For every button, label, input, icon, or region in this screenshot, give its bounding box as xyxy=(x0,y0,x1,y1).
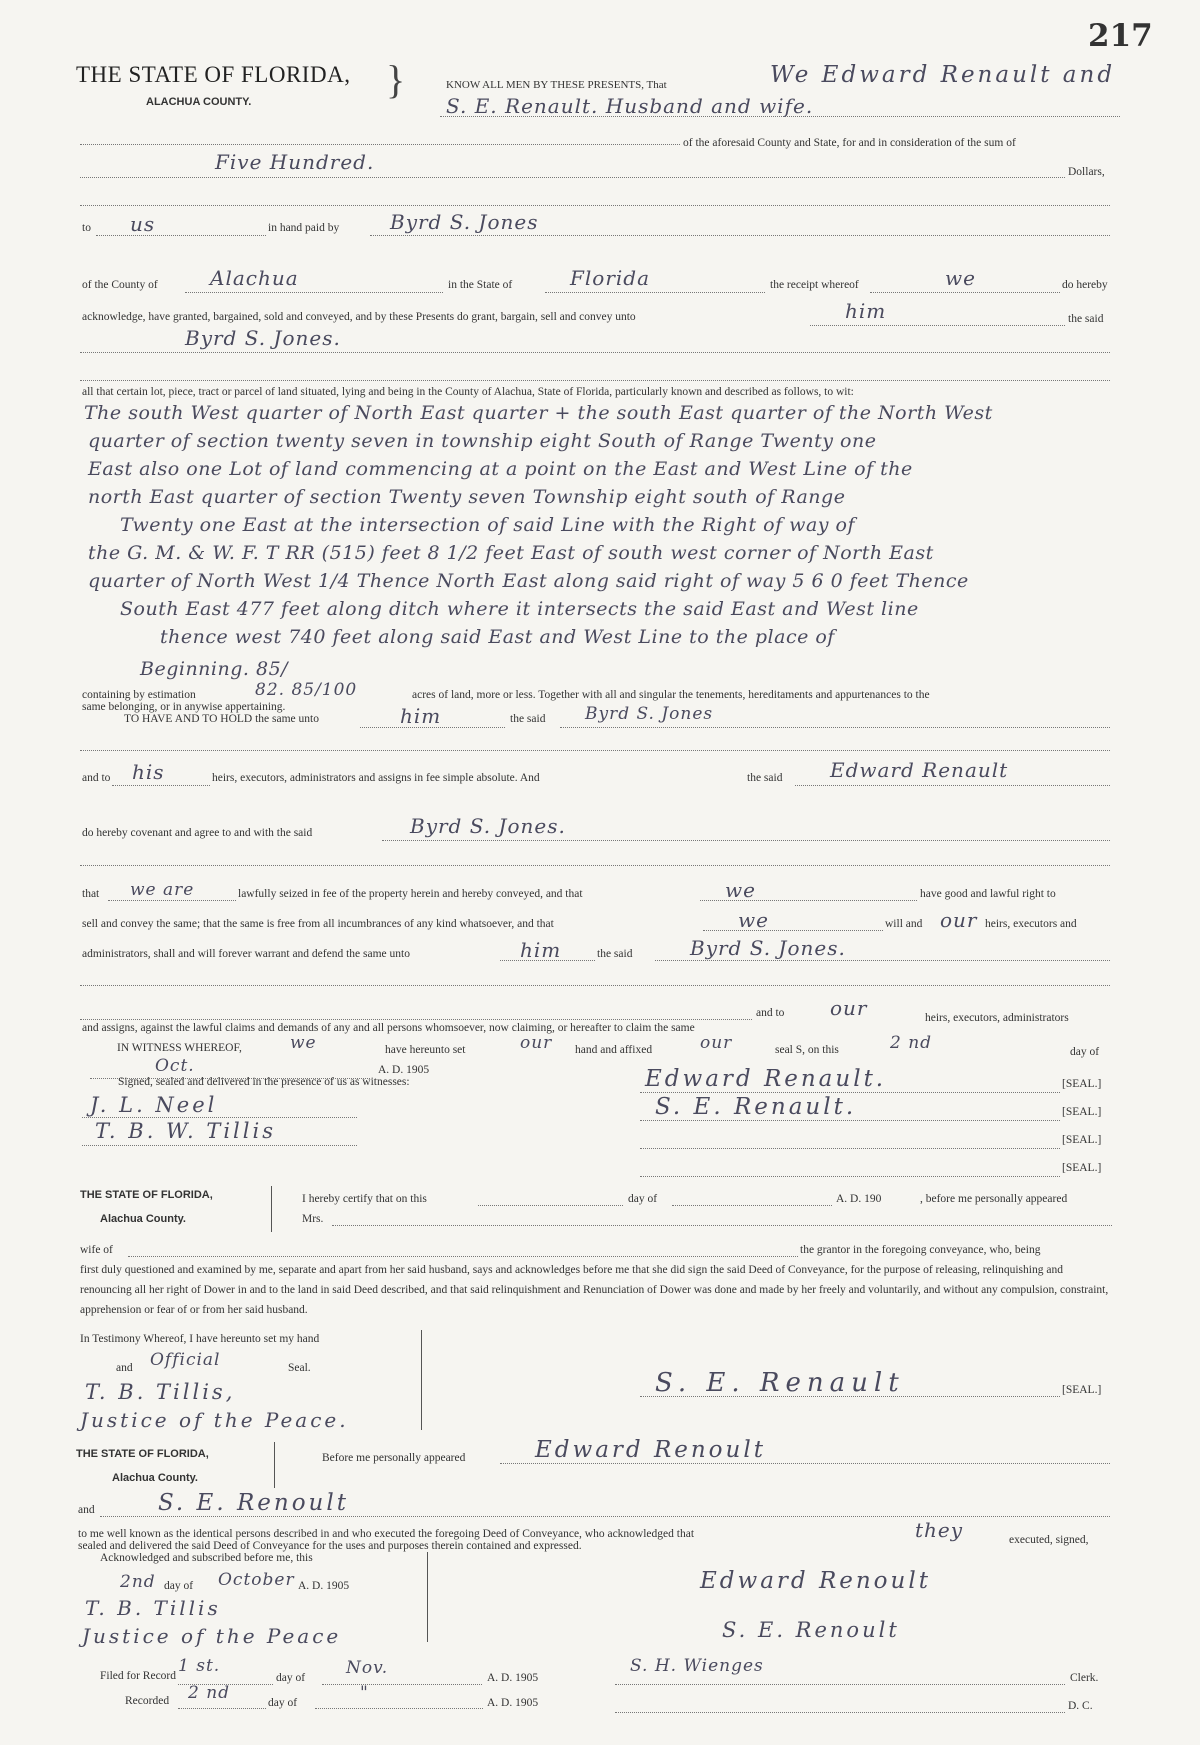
containing-label: containing by estimation xyxy=(82,689,196,701)
filing-day-of: day of xyxy=(276,1672,306,1684)
in-state-label: in the State of xyxy=(448,279,513,291)
and-to-label: and to xyxy=(82,772,111,784)
filing-filed-day: 1 st. xyxy=(178,1656,221,1676)
dotted-rule xyxy=(178,1708,266,1709)
consideration-text: of the aforesaid County and State, for and in consideration of the sum of xyxy=(683,137,1016,149)
heirs-name: Edward Renault xyxy=(830,758,1009,782)
dotted-rule xyxy=(80,144,680,145)
dotted-rule xyxy=(80,985,1110,986)
witness-have-set: have hereunto set xyxy=(385,1044,466,1056)
seized-who2: we xyxy=(725,878,756,902)
ack-name2: S. E. Renoult xyxy=(158,1490,349,1516)
witness-our: our xyxy=(520,1033,553,1053)
dotted-rule xyxy=(703,930,883,931)
dower-official: Official xyxy=(150,1350,221,1370)
dotted-rule xyxy=(640,1092,1060,1093)
description-line: north East quarter of section Twenty seven Township eight south of Range xyxy=(88,486,846,508)
filing-rec-ad: A. D. 1905 xyxy=(487,1697,539,1709)
dower-wife-of: wife of xyxy=(80,1244,113,1256)
habendum-label: TO HAVE AND TO HOLD the same unto xyxy=(124,713,319,725)
witness-day-of: day of xyxy=(1070,1046,1100,1058)
county-value: Alachua xyxy=(210,266,299,290)
dower-seal: [SEAL.] xyxy=(1062,1384,1102,1396)
dotted-rule xyxy=(655,960,1110,961)
heirs-text: heirs, executors, administrators and assigns in fee simple absolute. And xyxy=(212,772,540,784)
dotted-rule xyxy=(810,325,1065,326)
ack-subscribed: Acknowledged and subscribed before me, this xyxy=(100,1552,313,1564)
do-hereby-label: do hereby xyxy=(1062,279,1108,291)
dower-jp-title: Justice of the Peace. xyxy=(80,1408,349,1432)
filing-filed-month: Nov. xyxy=(346,1658,389,1678)
dotted-rule xyxy=(500,960,595,961)
dower-before: , before me personally appeared xyxy=(920,1193,1068,1205)
habendum-unto: him xyxy=(400,704,442,728)
habendum-the-said: the said xyxy=(510,713,546,725)
dotted-rule xyxy=(185,292,443,293)
ack-jp-name: T. B. Tillis xyxy=(85,1596,221,1620)
dotted-rule xyxy=(80,865,1110,866)
dotted-rule xyxy=(478,1205,623,1206)
dotted-rule xyxy=(82,1117,357,1118)
dotted-rule xyxy=(80,352,1110,353)
dower-mrs: Mrs. xyxy=(302,1213,324,1225)
filing-filed: Filed for Record xyxy=(100,1670,177,1682)
sell-who: we xyxy=(738,908,769,932)
in-hand-label: in hand paid by xyxy=(268,222,340,234)
brace-glyph: } xyxy=(386,57,406,102)
dotted-rule xyxy=(360,727,505,728)
dotted-rule xyxy=(322,1684,482,1685)
assigns-heirs: heirs, executors, administrators xyxy=(925,1012,1069,1024)
dower-seal-word: Seal. xyxy=(288,1362,311,1374)
to-value: us xyxy=(130,212,156,236)
ack-jp-title: Justice of the Peace xyxy=(82,1624,342,1648)
description-line: thence west 740 feet along said East and West Line to the place of xyxy=(160,626,835,648)
dotted-rule xyxy=(615,1684,1065,1685)
state-title: THE STATE OF FLORIDA, xyxy=(76,62,351,87)
witness-our2: our xyxy=(700,1033,733,1053)
filing-rec-day: 2 nd xyxy=(188,1683,231,1703)
dotted-rule xyxy=(545,292,765,293)
ack-name1: Edward Renoult xyxy=(535,1437,766,1463)
filing-filed-ad: A. D. 1905 xyxy=(487,1672,539,1684)
dower-body: first duly questioned and examined by me, separate and apart from her said husband, says and acknowledges before me that she did sign the said Deed of Conveyance, for the purpose of releasing, relinquishing and renouncing all her right of Dower in and to the land in said Deed described, and that said relinquishment and Renunciation of Dower was done and made by her freely and voluntarily, and without any compulsion, constraint, apprehension or fear of or from her said husband. xyxy=(80,1264,1109,1316)
acres-value: 82. 85/100 xyxy=(255,680,358,700)
dotted-rule xyxy=(332,1225,1112,1226)
admin-text: administrators, shall and will forever warrant and defend the same unto xyxy=(82,948,410,960)
receipt-who: we xyxy=(945,266,976,290)
description-line: South East 477 feet along ditch where it intersects the said East and West line xyxy=(120,598,919,620)
dotted-rule xyxy=(128,1256,798,1257)
seized-right: have good and lawful right to xyxy=(920,888,1056,900)
dotted-rule xyxy=(500,1463,1110,1464)
grantee-name: Byrd S. Jones. xyxy=(185,326,341,350)
dotted-rule xyxy=(96,235,266,236)
dotted-rule xyxy=(640,1396,1060,1397)
dotted-rule xyxy=(640,1120,1060,1121)
witness-signature: T. B. W. Tillis xyxy=(95,1119,276,1143)
filing-dc: D. C. xyxy=(1068,1700,1093,1712)
witness-month: Oct. xyxy=(155,1056,195,1076)
dotted-rule xyxy=(870,292,1060,293)
dotted-rule xyxy=(80,1019,752,1020)
seal-label: [SEAL.] xyxy=(1062,1078,1102,1090)
seal-label: [SEAL.] xyxy=(1062,1106,1102,1118)
ack-before: Before me personally appeared xyxy=(322,1452,466,1464)
filing-recorded: Recorded xyxy=(125,1695,170,1707)
admin-unto: him xyxy=(520,938,562,962)
dotted-rule xyxy=(640,1148,1060,1149)
brace-line xyxy=(274,1442,275,1488)
ack-state: THE STATE OF FLORIDA, xyxy=(76,1448,209,1460)
ack-sig1: Edward Renoult xyxy=(700,1568,931,1594)
sell-heirs: heirs, executors and xyxy=(985,918,1077,930)
description-line: East also one Lot of land commencing at a point on the East and West Line of the xyxy=(88,458,913,480)
ack-sig2: S. E. Renoult xyxy=(722,1618,900,1642)
witness-hand-and: hand and affixed xyxy=(575,1044,653,1056)
dotted-rule xyxy=(82,1145,357,1146)
dotted-rule xyxy=(315,1708,483,1709)
dotted-rule xyxy=(560,727,1110,728)
description-line: Beginning. 85/ xyxy=(140,658,289,680)
ack-month: October xyxy=(218,1570,295,1590)
grant-text: acknowledge, have granted, bargained, sold and conveyed, and by these Presents do grant, bargain, sell and convey unto xyxy=(82,311,636,323)
dower-and: and xyxy=(116,1362,133,1374)
dotted-rule xyxy=(80,380,1110,381)
dotted-rule xyxy=(795,785,1110,786)
admin-the-said: the said xyxy=(597,948,633,960)
dower-signature: S. E. Renault xyxy=(655,1368,905,1398)
containing-rest2: same belonging, or in anywise appertaining. xyxy=(82,701,286,713)
dotted-rule xyxy=(615,1712,1065,1713)
witness-seal-on: seal S, on this xyxy=(775,1044,839,1056)
receipt-label: the receipt whereof xyxy=(770,279,859,291)
grantor-signature: S. E. Renault. xyxy=(655,1094,857,1120)
dotted-rule xyxy=(80,177,1065,178)
dotted-rule xyxy=(700,900,917,901)
heirs-the-said: the said xyxy=(747,772,783,784)
admin-name: Byrd S. Jones. xyxy=(690,936,846,960)
dotted-rule xyxy=(100,1516,1110,1517)
habendum-name: Byrd S. Jones xyxy=(585,704,714,724)
dotted-rule xyxy=(640,1176,1060,1177)
dotted-rule xyxy=(112,785,210,786)
ack-and: and xyxy=(78,1504,95,1516)
page-number: 217 xyxy=(1088,18,1153,54)
witness-label: IN WITNESS WHEREOF, xyxy=(117,1042,242,1054)
witness-day: 2 nd xyxy=(890,1033,933,1053)
ack-text2: sealed and delivered the said Deed of Conveyance for the uses and purposes therein contained and expressed. xyxy=(78,1540,582,1552)
description-intro: all that certain lot, piece, tract or parcel of land situated, lying and being in the County of Alachua, State of Florida, particularly known and described as follows, to wit: xyxy=(82,386,854,398)
description-line: the G. M. & W. F. T RR (515) feet 8 1/2 feet East of south west corner of North East xyxy=(88,542,934,564)
dower-county: Alachua County. xyxy=(100,1213,186,1225)
brace-line xyxy=(427,1552,428,1642)
dotted-rule xyxy=(80,205,1110,206)
sell-will-and: will and xyxy=(885,918,923,930)
county-title: ALACHUA COUNTY. xyxy=(146,96,252,108)
witness-signature: J. L. Neel xyxy=(90,1093,218,1117)
description-line: The south West quarter of North East quarter + the south East quarter of the North West xyxy=(84,402,993,424)
ack-executed: executed, signed, xyxy=(1009,1534,1089,1546)
filing-rec-day-of: day of xyxy=(268,1697,298,1709)
heirs-whose: his xyxy=(132,760,165,784)
covenant-text: do hereby covenant and agree to and with the said xyxy=(82,827,313,839)
witness-ad: A. D. 1905 xyxy=(378,1064,430,1076)
consideration-amount: Five Hundred. xyxy=(215,150,375,174)
assigns-text: and assigns, against the lawful claims and demands of any and all persons whomsoever, now claiming, or hereafter to claim the same xyxy=(82,1022,695,1034)
grantor-signature: Edward Renault. xyxy=(645,1066,887,1092)
witness-who: we xyxy=(290,1033,317,1053)
grantors-line2: S. E. Renault. Husband and wife. xyxy=(446,94,814,118)
dollars-label: Dollars, xyxy=(1068,166,1105,178)
grant-the-said: the said xyxy=(1068,313,1104,325)
description-line: quarter of section twenty seven in township eight South of Range Twenty one xyxy=(88,430,877,452)
assigns-and-to: and to xyxy=(756,1007,785,1019)
know-all-text: KNOW ALL MEN BY THESE PRESENTS, That xyxy=(446,79,667,91)
seal-label: [SEAL.] xyxy=(1062,1162,1102,1174)
seized-that: that xyxy=(82,888,100,900)
seal-label: [SEAL.] xyxy=(1062,1134,1102,1146)
dotted-rule xyxy=(370,235,1110,236)
to-label: to xyxy=(82,222,91,234)
dower-jp-name: T. B. Tillis, xyxy=(85,1380,236,1404)
description-line: Twenty one East at the intersection of said Line with the Right of way of xyxy=(120,514,856,536)
description-line: quarter of North West 1/4 Thence North East along said right of way 5 6 0 feet Thence xyxy=(88,570,969,592)
sell-our: our xyxy=(940,908,978,932)
state-value: Florida xyxy=(570,266,650,290)
grantors-line1: We Edward Renault and xyxy=(770,62,1116,88)
dower-state: THE STATE OF FLORIDA, xyxy=(80,1189,213,1201)
grant-unto: him xyxy=(845,299,887,323)
filing-rec-month: " xyxy=(360,1683,369,1703)
of-county-label: of the County of xyxy=(82,279,158,291)
dower-ad: A. D. 190 xyxy=(836,1193,882,1205)
dower-testimony: In Testimony Whereof, I have hereunto set my hand xyxy=(80,1333,320,1345)
brace-line xyxy=(271,1186,272,1232)
ack-day: 2nd xyxy=(120,1572,156,1592)
dotted-rule xyxy=(672,1205,832,1206)
dower-day-of: day of xyxy=(628,1193,658,1205)
dotted-rule xyxy=(108,900,236,901)
dower-grantor: the grantor in the foregoing conveyance, who, being xyxy=(800,1244,1041,1256)
seized-text: lawfully seized in fee of the property herein and hereby conveyed, and that xyxy=(238,888,583,900)
payer-name: Byrd S. Jones xyxy=(390,210,539,234)
containing-rest: acres of land, more or less. Together with all and singular the tenements, hereditaments and appurtenances to the xyxy=(412,689,930,701)
filing-clerk-name: S. H. Wienges xyxy=(630,1656,764,1676)
ack-ad: A. D. 1905 xyxy=(298,1580,350,1592)
ack-they: they xyxy=(915,1518,964,1542)
sell-text: sell and convey the same; that the same is free from all incumbrances of any kind whatsoever, and that xyxy=(82,918,554,930)
seized-who: we are xyxy=(130,880,195,900)
ack-day-of: day of xyxy=(164,1580,194,1592)
dotted-rule xyxy=(80,750,1110,751)
ack-text1: to me well known as the identical persons described in and who executed the foregoing Deed of Conveyance, who acknowledged that xyxy=(78,1528,695,1540)
witness-signed: Signed, sealed and delivered in the presence of us as witnesses: xyxy=(118,1076,410,1088)
assigns-whose: our xyxy=(830,996,868,1020)
dower-certify: I hereby certify that on this xyxy=(302,1193,427,1205)
filing-clerk: Clerk. xyxy=(1070,1672,1099,1684)
brace-line xyxy=(421,1330,422,1430)
covenant-name: Byrd S. Jones. xyxy=(410,814,566,838)
dotted-rule xyxy=(382,840,1110,841)
ack-county: Alachua County. xyxy=(112,1472,198,1484)
